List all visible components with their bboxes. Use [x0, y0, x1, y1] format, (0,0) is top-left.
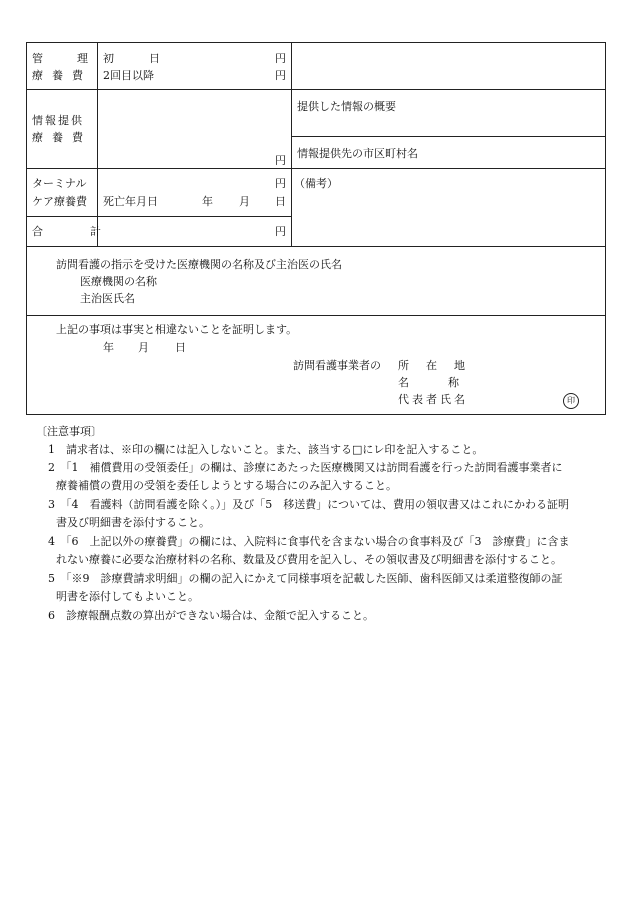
name-label: 名称 — [398, 376, 498, 389]
row-divider — [26, 168, 292, 169]
table-border-top — [26, 42, 606, 43]
note-line: 2 「1 補償費用の受領委任」の欄は、診療にあたった医療機関又は訪問看護を行った訪問看護事業者に — [48, 461, 563, 474]
yen-unit: 円 — [275, 154, 286, 167]
cert-month-label: 月 — [138, 341, 149, 354]
note-line: 6 診療報酬点数の算出ができない場合は、金額で記入すること。 — [48, 609, 374, 622]
table-border-right — [605, 42, 606, 415]
yen-unit: 円 — [275, 52, 286, 65]
table-border-left — [26, 42, 27, 415]
second-and-later-label: 2回目以降 — [103, 69, 154, 82]
yen-unit: 円 — [275, 69, 286, 82]
institution-name-label: 医療機関の名称 — [80, 275, 157, 288]
row-divider — [291, 136, 606, 137]
info-fee-label-1: 情報提供 — [32, 114, 84, 127]
management-fee-label-1 — [32, 52, 122, 65]
cert-year-label: 年 — [103, 341, 114, 354]
row-divider — [26, 246, 606, 247]
representative-label: 代表者氏名 — [398, 393, 468, 406]
row-divider — [26, 216, 292, 217]
note-line: 療養補償の費用の受領を委任しようとする場合にのみ記入すること。 — [56, 479, 397, 492]
first-day-label: 初 日 — [103, 52, 172, 65]
row-divider — [26, 315, 606, 316]
col-divider — [97, 42, 98, 247]
provider-label: 訪問看護事業者の — [293, 359, 381, 372]
note-line: れない療養に必要な治療材料の名称、数量及び費用を記入し、その領収書及び明細書を添付すること。 — [56, 553, 562, 566]
note-line: 明書を添付してもよいこと。 — [56, 590, 199, 603]
label-text: 管理 — [32, 52, 122, 65]
total-label: 合 計 — [32, 225, 119, 238]
terminal-care-label-1: ターミナル — [32, 177, 87, 190]
management-fee-label-2: 療養費 — [32, 69, 92, 82]
seal-mark: 印 — [563, 393, 579, 409]
doctor-name-label: 主治医氏名 — [80, 292, 135, 305]
table-border-bottom — [26, 414, 606, 415]
cert-day-label: 日 — [175, 341, 186, 354]
info-summary-label: 提供した情報の概要 — [297, 100, 396, 113]
medical-institution-heading: 訪問看護の指示を受けた医療機関の名称及び主治医の氏名 — [56, 258, 342, 271]
note-line: 3 「4 看護料（訪問看護を除く。）」及び「5 移送費」については、費用の領収書又はこれにかわる証明 — [48, 498, 570, 511]
row-divider — [26, 89, 606, 90]
col-divider — [291, 42, 292, 247]
month-label: 月 — [239, 195, 250, 208]
note-line: 書及び明細書を添付すること。 — [56, 516, 210, 529]
note-line: 4 「6 上記以外の療養費」の欄には、入院料に食事代を含まない場合の食事料及び「3 診療費」に含ま — [48, 535, 570, 548]
notes-title: 〔注意事項〕 — [36, 425, 102, 438]
death-date-label: 死亡年月日 — [103, 195, 158, 208]
remarks-label: （備考） — [294, 177, 338, 190]
yen-unit: 円 — [275, 225, 286, 238]
terminal-care-label-2: ケア療養費 — [32, 195, 87, 208]
note-line: 5 「※9 診療費請求明細」の欄の記入にかえて同様事項を記載した医師、歯科医師又は柔道整復師の証 — [48, 572, 563, 585]
note-line: 1 請求者は、※印の欄には記入しないこと。また、該当する□にレ印を記入すること。 — [48, 443, 484, 456]
yen-unit: 円 — [275, 177, 286, 190]
address-label: 所在地 — [398, 359, 482, 372]
row-divider — [291, 168, 606, 169]
year-label: 年 — [202, 195, 213, 208]
municipality-label: 情報提供先の市区町村名 — [297, 147, 418, 160]
info-fee-label-2: 療養費 — [32, 131, 92, 144]
certification-statement: 上記の事項は事実と相違ないことを証明します。 — [56, 323, 298, 336]
day-label: 日 — [275, 195, 286, 208]
